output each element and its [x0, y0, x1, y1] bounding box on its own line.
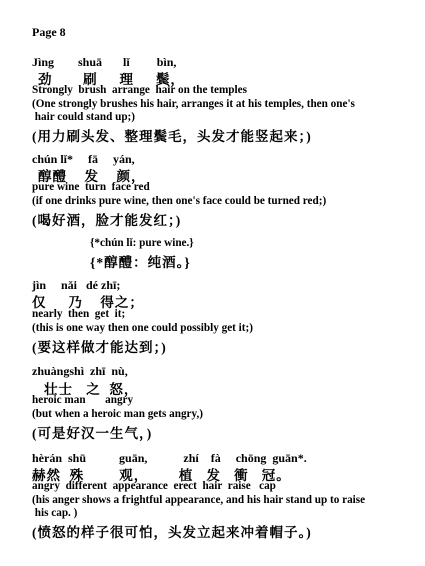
gloss-line: heroic man angry — [32, 394, 134, 406]
modern-chinese-line: (要这样做才能达到；) — [32, 340, 167, 355]
chinese-line: 仅 乃 得之； — [32, 295, 144, 310]
translation-line: (his anger shows a frightful appearance, and his hair stand up to raise — [32, 494, 366, 506]
gloss-line: pure wine turn face red — [32, 181, 150, 193]
translation-line: his cap. ) — [32, 507, 78, 519]
footnote-chinese: {*醇醴：纯酒。} — [90, 255, 191, 270]
translation-line: (but when a heroic man gets angry,) — [32, 408, 204, 420]
page-header: Page 8 — [32, 25, 66, 39]
chinese-line: 醇醴 发 颜， — [38, 169, 146, 184]
chinese-line: 劲 刷 理 鬓， — [38, 72, 185, 87]
translation-line: (if one drinks pure wine, then one's face could be turned red;) — [32, 195, 327, 207]
pinyin-line: zhuàngshì zhī nù, — [32, 364, 128, 378]
translation-line: (One strongly brushes his hair, arranges it at his temples, then one's — [32, 98, 355, 110]
modern-chinese-line: (愤怒的样子很可怕，头发立起来冲着帽子。) — [32, 525, 312, 540]
modern-chinese-line: (可是好汉一生气，) — [32, 426, 153, 441]
pinyin-line: hèrán shū guān, zhí fà chōng guān*. — [32, 451, 307, 465]
chinese-line: 壮士 之 怒， — [44, 382, 139, 397]
pinyin-line: jìn nǎi dé zhī; — [32, 278, 121, 292]
translation-line: (this is one way then one could possibly get it;) — [32, 322, 253, 334]
modern-chinese-line: (用力刷头发、整理鬓毛，头发才能竖起来；) — [32, 129, 312, 144]
footnote-pinyin: {*chún lǐ: pure wine.} — [90, 237, 194, 249]
gloss-line: Strongly brush arrange hair on the temples — [32, 84, 247, 96]
pinyin-line: chún lǐ* fā yán, — [32, 152, 135, 166]
pinyin-line: Jìng shuā lǐ bìn, — [32, 55, 177, 69]
chinese-line: 赫然 殊 观， 植 发 衝 冠。 — [32, 468, 291, 483]
gloss-line: nearly then get it; — [32, 308, 126, 320]
translation-line: hair could stand up;) — [32, 111, 135, 123]
gloss-line: angry different appearance erect hair raise cap — [32, 480, 276, 492]
modern-chinese-line: (喝好酒，脸才能发红；) — [32, 213, 182, 228]
